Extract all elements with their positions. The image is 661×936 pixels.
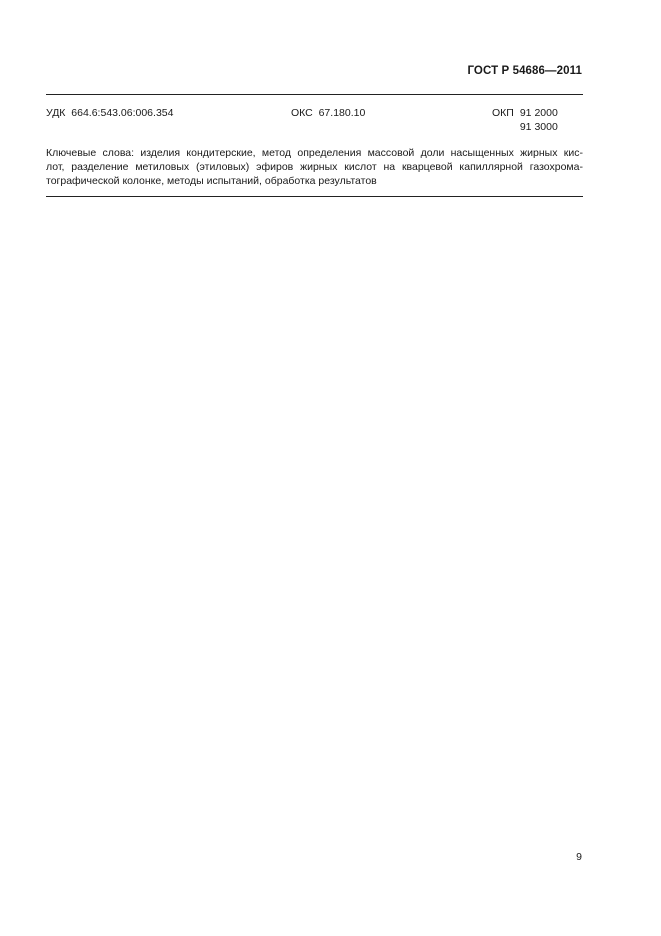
oks-label: ОКС [291,107,313,119]
top-divider [46,94,583,95]
oks-value: 67.180.10 [318,107,366,119]
okp-values [520,106,558,134]
udk-code [46,106,173,120]
okp-value: 91 3000 [519,121,558,133]
keywords-line: лот, разделение метиловых (этиловых) эфиров жирных кислот на кварцевой капиллярной газохрома- [46,161,583,173]
okp-label: ОКП [492,107,514,119]
okp-value: 91 2000 [519,107,558,119]
keywords-line: Ключевые слова: изделия кондитерские, метод определения массовой доли насыщенных жирных кис- [46,147,583,159]
okp-code [492,106,558,134]
bottom-divider [46,196,583,197]
page-number: 9 [576,851,582,863]
standard-code: ГОСТ Р 54686—2011 [467,65,582,77]
udk-value: 664.6:543.06:006.354 [71,107,174,119]
keywords-paragraph [46,146,583,188]
udk-label: УДК [46,107,66,119]
oks-code [291,106,365,120]
keywords-line: тографической колонке, методы испытаний, обработка результатов [46,175,377,187]
